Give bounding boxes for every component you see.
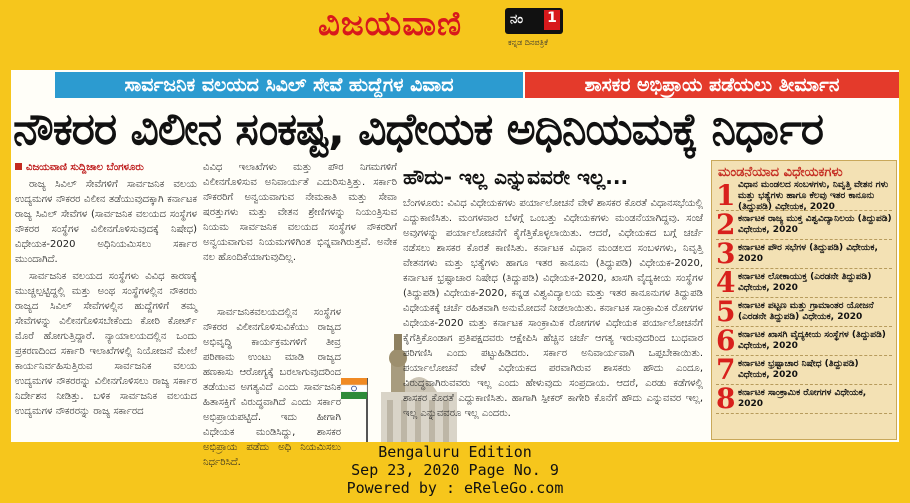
badge-text: ನಂ — [510, 12, 523, 27]
bill-title: ಕರ್ನಾಟಕ ರಾಜ್ಯ ಮುಕ್ತ ವಿಶ್ವವಿದ್ಯಾನಿಲಯ (ತಿದ್ದುಪಡಿ) ವಿಧೇಯಕ, 2020 — [738, 214, 892, 235]
bill-title: ಕರ್ನಾಟಕ ಸಾಂಕ್ರಾಮಿಕ ರೋಗಗಳ ವಿಧೇಯಕ, 2020 — [738, 388, 867, 409]
bill-item — [716, 208, 892, 241]
article-column-1 — [15, 160, 197, 440]
date-page-label: Sep 23, 2020 Page No. 9 — [351, 461, 559, 479]
bill-item — [716, 266, 892, 299]
paragraph: ಸಾರ್ವಜನಿಕವಲಯದಲ್ಲಿನ ಸಂಸ್ಥೆಗಳ ನೌಕರರ ವಿಲೀನಗೊಳಿಸುವಿಕೆಯು ರಾಜ್ಯದ ಅಭಿವೃದ್ಧಿ ಕಾರ್ಯಕ್ರಮಗಳಿಗೆ ತೀವ್ರ ಪರಿಣಾಮ ಉಂಟು ಮಾಡಿ ರಾಜ್ಯದ ಹಣಕಾಸು ಆರೋಗ್ಯಕ್ಕೆ ಬರಲಾಗುವುದರಿಂದ ತಡೆಯುವ ಅಗತ್ಯವಿದೆ ಎಂದು ಸಾರ್ವಜನಿಕ ಹಿತಾಸಕ್ತಿಗೆ ವಿರುದ್ಧವಾಗಿದೆ ಎಂದು ಸರ್ಕಾರ ಅಭಿಪ್ರಾಯಪಟ್ಟಿದೆ. ಇದು ಹೀಗಾಗಿ ವಿಧೇಯಕ ಮಂಡಿಸಿದ್ದು, ಶಾಸಕರ ಅಭಿಪ್ರಾಯ ಪಡೆದು ಅಧಿ ನಿಯಮಿಸಲು ನಿರ್ಧರಿಸಿದೆ. — [203, 307, 341, 468]
paragraph: ವಿವಿಧ ಇಲಾಖೆಗಳು ಮತ್ತು ಪೌರ ನಿಗಮಗಳಿಗೆ ವಿಲೀನಗೊಳಿಸುವ ಅನಿವಾರ್ಯತೆ ಎದುರಿಸುತ್ತಿತ್ತು. ಸರ್ಕಾರಿ ನೌಕರರಿಗೆ ಅನ್ವಯವಾಗುವ ನೇಮಕಾತಿ ಮತ್ತು ಸೇವಾ ಷರತ್ತುಗಳು ಮತ್ತು ವೇತನ ಶ್ರೇಣಿಗಳನ್ನು ನಿಯಂತ್ರಿಸುವ ನಿಯಮ ಸಾರ್ವಜನಿಕ ವಲಯದ ಸಂಸ್ಥೆಗಳ ನೌಕರರಿಗೆ ಅನ್ವಯವಾಗುವ ನಿಯಮಗಳಿಗಿಂತ ಭಿನ್ನವಾಗಿರುತ್ತವೆ. ಅನೇಕ ನಲ ಹೊಂದಿಕೆಯಾಗುವುದಿಲ್ಲ. — [203, 162, 397, 263]
side-story-body — [403, 196, 703, 440]
bill-number: 2 — [716, 208, 736, 241]
bill-number: 3 — [716, 237, 736, 270]
newspaper-logo[interactable]: ವಿಜಯವಾಣಿ — [318, 4, 463, 44]
dateline-square-icon — [15, 163, 22, 170]
paragraph: ಸಾರ್ವಜನಿಕ ವಲಯದ ಸಂಸ್ಥೆಗಳು ವಿವಿಧ ಕಾರಣಕ್ಕೆ ಮುಚ್ಚಲ್ಪಟ್ಟಿದ್ದಲ್ಲಿ ಮತ್ತು ಅಂಥ ಸಂಸ್ಥೆಗಳಲ್ಲಿನ ನೌಕರರು ರಾಜ್ಯದ ಸಿವಿಲ್ ಸೇವೆಗಳಲ್ಲಿನ ಹುದ್ದೆಗಳಿಗೆ ತಮ್ಮ ಸೇವೆಗಳನ್ನು ವಿಲೀನಗೊಳಿಸಬೇಕೆಂದು ಕೋರಿ ಕೋರ್ಟ್ ಮೊರೆ ಹೋಗುತ್ತಿದ್ದಾರೆ. ನ್ಯಾಯಾಲಯದಲ್ಲಿನ ಒಂದು ಪ್ರಕರಣದಿಂದ ಸರ್ಕಾರಿ ಇಲಾಖೆಗಳಲ್ಲಿ ನಿಯೋಜನೆ ಮೇಲೆ ಕಾರ್ಯನಿರ್ವಹಿಸುತ್ತಿರುವ ಸಾರ್ವಜನಿಕ ವಲಯ ಉದ್ಯಮಗಳ ನೌಕರರನ್ನು ವಿಲೀನಗೊಳಿಸಲು ರಾಜ್ಯ ಸರ್ಕಾರ ನಿರ್ದೇಶನ ನೀಡಿತ್ತು. ಬಳಿಕ ಸಾರ್ವಜನಿಕ ವಲಯದ ಉದ್ಯಮಗಳ ನೌಕರರನ್ನು ರಾಜ್ಯ ಸರ್ಕಾರದ — [15, 271, 197, 417]
masthead — [0, 0, 910, 70]
bill-list — [712, 179, 896, 415]
side-story-headline: ಹೌದು- ಇಲ್ಲ ಎನ್ನುವವರೇ ಇಲ್ಲ... — [403, 165, 629, 189]
bill-title: ಕರ್ನಾಟಕ ಭ್ರಷ್ಟಾಚಾರ ನಿಷೇಧ (ತಿದ್ದುಪಡಿ) ವಿಧೇಯಕ, 2020 — [738, 359, 859, 380]
bill-item — [716, 353, 892, 386]
powered-by-label[interactable]: Powered by : eReleGo.com — [346, 479, 564, 497]
bill-item — [716, 324, 892, 357]
bill-title: ವಿಧಾನ ಮಂಡಲದ ಸಂಬಳಗಳು, ನಿವೃತ್ತಿ ವೇತನ ಗಳು ಮತ್ತು ಭತ್ಯೆಗಳು ಹಾಗೂ ಕೆಲವು ಇತರ ಕಾನೂನು (ತಿದ್ದುಪಡಿ) ವಿಧೇಯಕ, 2020 — [738, 179, 889, 212]
bill-title: ಕರ್ನಾಟಕ ಲೋಕಾಯುಕ್ತ (ಎರಡನೇ ತಿದ್ದುಪಡಿ) ವಿಧೇಯಕ, 2020 — [738, 272, 872, 293]
article-headline: ನೌಕರರ ವಿಲೀನ ಸಂಕಷ್ಟ, ವಿಧೇಯಕ ಅಧಿನಿಯಮಕ್ಕೆ ನಿರ್ಧಾರ — [13, 104, 824, 155]
article-dateline: ವಿಜಯವಾಣಿ ಸುದ್ದಿಜಾಲ ಬೆಂಗಳೂರು — [26, 162, 144, 173]
bill-title: ಕರ್ನಾಟಕ ಪಟ್ಟಣ ಮತ್ತು ಗ್ರಾಮಾಂತರ ಯೋಜನೆ (ಎರಡನೇ ತಿದ್ದುಪಡಿ) ವಿಧೇಯಕ, 2020 — [738, 301, 874, 322]
article-column-2 — [203, 160, 397, 305]
bills-sidebar — [711, 160, 897, 440]
bill-item — [716, 237, 892, 270]
logo-tagline: ಕನ್ನಡ ದಿನಪತ್ರಿಕೆ — [508, 38, 549, 47]
edition-label: Bengaluru Edition — [378, 443, 532, 461]
paragraph: ಬೆಂಗಳೂರು: ವಿವಿಧ ವಿಧೇಯಕಗಳು ಪರ್ಯಾಲೋಚನೆ ವೇಳೆ ಶಾಸಕರ ಕೊರತೆ ವಿಧಾನಸಭೆಯಲ್ಲಿ ಎದ್ದುಕಾಣಿಸಿತು. ಮಂಗಳವಾರ ಬೆಳಗ್ಗೆ ಒಂಬತ್ತು ವಿಧೇಯಕಗಳು ಮಂಡನೆಯಾಗಿದ್ದವು. ಸಂಜೆ ಅವುಗಳನ್ನು ಪರ್ಯಾಲೋಚನೆಗೆ ಕೈಗೆತ್ತಿಕೊಳ್ಳಲಾಯಿತು. ಆದರೆ, ವಿಧೇಯಕದ ಬಗ್ಗೆ ಚರ್ಚೆ ನಡೆಸಲು ಶಾಸಕರ ಕೊರತೆ ಕಾಣಿಸಿತು. ಕರ್ನಾಟಕ ವಿಧಾನ ಮಂಡಲದ ಸಂಬಳಗಳು, ನಿವೃತ್ತಿ ವೇತನಗಳು ಮತ್ತು ಭತ್ಯೆಗಳು ಹಾಗೂ ಇತರ ಕಾನೂನು (ತಿದ್ದುಪಡಿ) ವಿಧೇಯಕ-2020, ಕರ್ನಾಟಕ ಭ್ರಷ್ಟಾಚಾರ ನಿಷೇಧ (ತಿದ್ದುಪಡಿ) ವಿಧೇಯಕ-2020, ಖಾಸಗಿ ವೈದ್ಯಕೀಯ ಸಂಸ್ಥೆಗಳ (ತಿದ್ದುಪಡಿ) ವಿಧೇಯಕ-2020, ಕನ್ನಡ ವಿಶ್ವವಿದ್ಯಾಲಯ ಮತ್ತು ಇತರ ಕಾನೂನುಗಳ ತಿದ್ದುಪಡಿ ವಿಧೇಯಕಕ್ಕೆ ಚರ್ಚೆ ರಹಿತವಾಗಿ ಅನುಮೋದನೆ ನೀಡಲಾಯಿತು. ಕರ್ನಾಟಕ ಸಾಂಕ್ರಾಮಿಕ ರೋಗಗಳ ವಿಧೇಯಕ-2020 ಮತ್ತು ಕರ್ನಾಟಕ ಸಾಂಕ್ರಾಮಿಕ ರೋಗಗಳ ವಿಧೇಯಕ ಪರ್ಯಾಲೋಚನೆಗೆ ಕೈಗೆತ್ತಿಕೊಂಡಾಗ ಪ್ರತಿಪಕ್ಷದವರು ಆಕ್ಷೇಪಿಸಿ ಹೆಚ್ಚಿನ ಚರ್ಚೆ ಆಗತ್ಯ ಇರುವುದರಿಂದ ಬುಧವಾರ ಪರಿಗಣಿಸಿ ಎಂದು ಪಟ್ಟುಹಿಡಿದರು. ಸರ್ಕಾರ ಅನಿವಾರ್ಯವಾಗಿ ಒಪ್ಪಬೇಕಾಯಿತು. ಪರ್ಯಾಲೋಚನೆ ವೇಳೆ ವಿಧೇಯಕದ ಪರವಾಗಿರುವ ಶಾಸಕರು ಹೌದು ಎಂದೂ, ವಿರುದ್ಧವಾಗಿರುವವರು ಇಲ್ಲ ಎಂದು ಹೇಳುವುದು ಸಂಪ್ರದಾಯ. ಆದರೆ, ಎರಡು ಕಡೆಗಳಲ್ಲಿ ಶಾಸಕರ ಕೊರತೆ ಎದ್ದುಕಾಣಿಸಿತು. ಹಾಗಾಗಿ ಸ್ಪೀಕರ್ ಕಾಗೇರಿ ಕೊನೆಗೆ ಹೌದು ಎನ್ನುವವರ ಇಲ್ಲ, ಇಲ್ಲ ಎನ್ನುವವರೂ ಇಲ್ಲ ಎಂದರು. — [403, 198, 703, 419]
number-one-badge — [505, 8, 563, 34]
sidebar-title: ಮಂಡನೆಯಾದ ವಿಧೇಯಕಗಳು — [718, 165, 843, 180]
badge-number: 1 — [544, 10, 560, 30]
kicker-band-left: ಸಾರ್ವಜನಿಕ ವಲಯದ ಸಿವಿಲ್ ಸೇವೆ ಹುದ್ದೆಗಳ ವಿವಾದ — [55, 72, 523, 98]
bill-number: 5 — [716, 295, 736, 328]
bill-number: 7 — [716, 353, 736, 386]
page-footer — [0, 443, 910, 497]
bill-item — [716, 179, 892, 212]
paragraph: ರಾಜ್ಯ ಸಿವಿಲ್ ಸೇವೆಗಳಿಗೆ ಸಾರ್ವಜನಿಕ ವಲಯ ಉದ್ಯಮಗಳ ನೌಕರರ ವಿಲೀನ ತಡೆಯುವುದಕ್ಕಾಗಿ ಕರ್ನಾಟಕ ರಾಜ್ಯ ಸಿವಿಲ್ ಸೇವೆಗಳ (ಸಾರ್ವಜನಿಕ ವಲಯದ ಸಂಸ್ಥೆಗಳ ನೌಕರರ ಸಂಸ್ಥೆಗಳ ವಿಲೀನಗೊಳಿಸುವುದಕ್ಕೆ ನಿಷೇಧ) ವಿಧೇಯಕ-2020 ಅಧಿನಿಯಮಿಸಲು ಸರ್ಕಾರ ಮುಂದಾಗಿದೆ. — [15, 179, 197, 265]
bill-title: ಕರ್ನಾಟಕ ಖಾಸಗಿ ವೈದ್ಯಕೀಯ ಸಂಸ್ಥೆಗಳ (ತಿದ್ದುಪಡಿ) ವಿಧೇಯಕ, 2020 — [738, 330, 886, 351]
kicker-band-right: ಶಾಸಕರ ಅಭಿಪ್ರಾಯ ಪಡೆಯಲು ತೀರ್ಮಾನ — [525, 72, 899, 98]
bill-item — [716, 382, 892, 415]
bill-number: 6 — [716, 324, 736, 357]
bill-number: 4 — [716, 266, 736, 299]
bill-item — [716, 295, 892, 328]
article-column-2-lower — [203, 305, 341, 468]
bill-number: 8 — [716, 382, 736, 415]
bill-number: 1 — [716, 179, 736, 212]
bill-title: ಕರ್ನಾಟಕ ಪೌರ ಸಭೆಗಳ (ತಿದ್ದುಪಡಿ) ವಿಧೇಯಕ, 2020 — [738, 243, 878, 264]
